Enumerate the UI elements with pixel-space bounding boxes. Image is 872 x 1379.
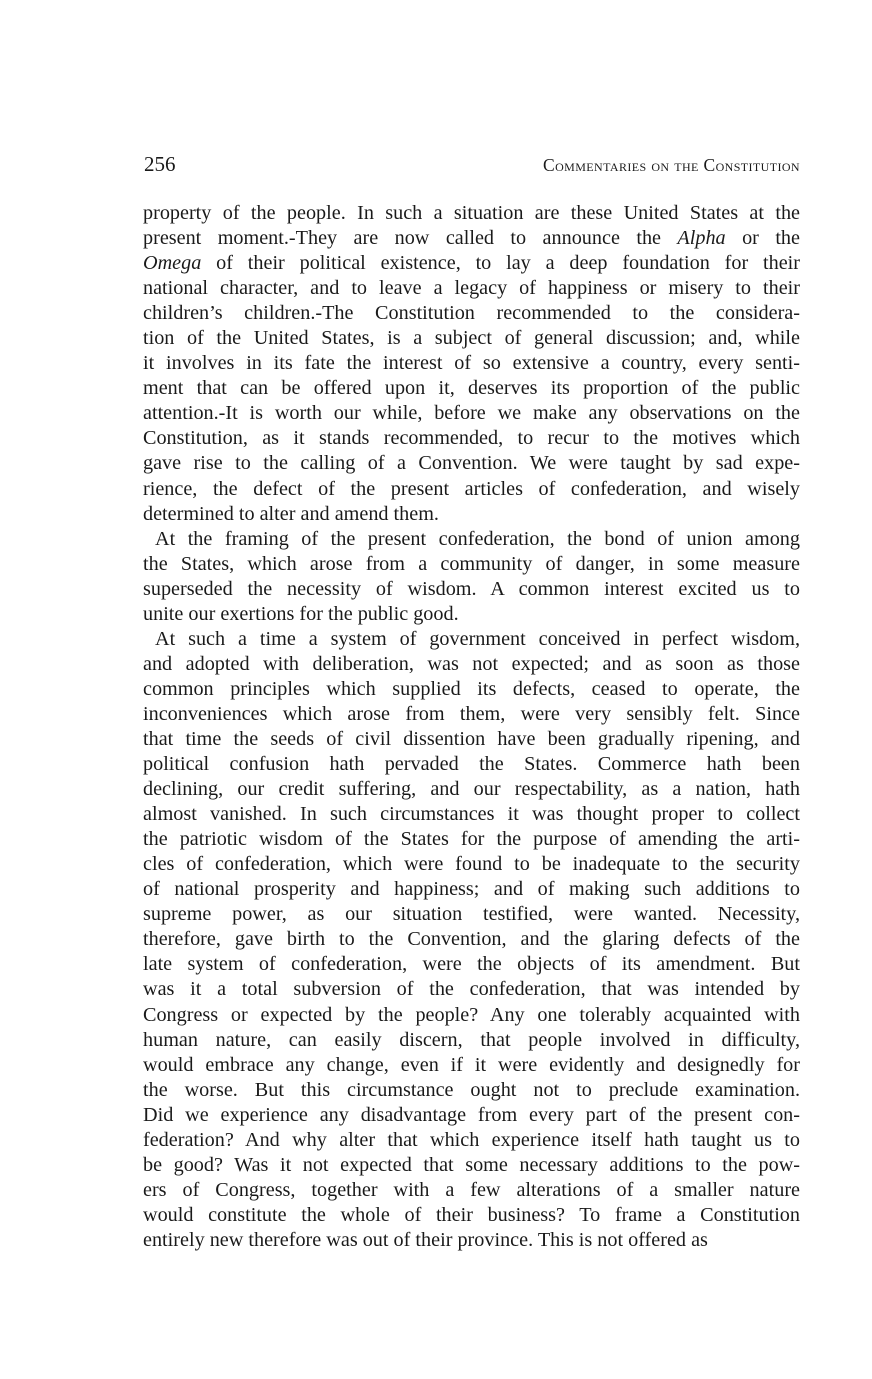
- text-line: [143, 1078, 800, 1103]
- text-line: [143, 777, 800, 802]
- text-run: would constitute the whole of their business? To frame a Constitution: [143, 1203, 800, 1226]
- text-line: [143, 852, 800, 877]
- text-line: [143, 426, 800, 451]
- text-line: [143, 652, 800, 677]
- text-run: almost vanished. In such circumstances it was thought proper to collect: [143, 803, 800, 826]
- text-run: federation? And why alter that which experience itself hath taught us to: [143, 1128, 800, 1151]
- text-line: [143, 927, 800, 952]
- text-run: common principles which supplied its defects, ceased to operate, the: [143, 677, 800, 700]
- page-header: [144, 152, 800, 182]
- text-line: [143, 627, 800, 652]
- text-run: inconveniences which arose from them, were very sensibly felt. Since: [143, 702, 800, 725]
- text-run: rience, the defect of the present articles of confederation, and wisely: [143, 477, 800, 500]
- paragraph: [143, 527, 800, 627]
- text-line: [143, 702, 800, 727]
- text-run: the worse. But this circumstance ought not to preclude examination.: [143, 1078, 800, 1101]
- text-line: [143, 1128, 800, 1153]
- text-line: [143, 977, 800, 1002]
- text-run: late system of confederation, were the objects of its amendment. But: [143, 953, 800, 976]
- body-text: [143, 201, 800, 1253]
- text-line: [143, 1178, 800, 1203]
- text-line: [143, 1028, 800, 1053]
- text-line: [143, 877, 800, 902]
- text-line: [143, 376, 800, 401]
- text-line: [143, 251, 800, 276]
- text-run: human nature, can easily discern, that people involved in difficulty,: [143, 1028, 800, 1051]
- text-run: that time the seeds of civil dissention have been gradually ripening, and: [143, 727, 800, 750]
- text-line: [143, 451, 800, 476]
- page-number: 256: [144, 152, 176, 176]
- text-run: property of the people. In such a situation are these United States at the: [143, 202, 800, 224]
- text-run: national character, and to leave a legacy of happiness or misery to their: [143, 277, 800, 300]
- text-run: Constitution, as it stands recommended, to recur to the motives which: [143, 427, 800, 450]
- text-run: supreme power, as our situation testified, were wanted. Necessity,: [143, 903, 800, 926]
- text-run: the States, which arose from a community of danger, in some measure: [143, 552, 800, 575]
- text-run: therefore, gave birth to the Convention, and the glaring defects of the: [143, 928, 800, 951]
- text-run: At the framing of the present confederation, the bond of union among: [155, 527, 800, 550]
- text-line: [143, 577, 800, 602]
- text-run: and adopted with deliberation, was not expected; and as soon as those: [143, 652, 800, 675]
- text-line: [143, 326, 800, 351]
- italic-text: Alpha: [677, 227, 726, 250]
- text-line: [143, 226, 800, 251]
- text-run: of national prosperity and happiness; and of making such additions to: [143, 878, 800, 901]
- text-run: children’s children.-The Constitution recommended to the considera-: [143, 302, 800, 325]
- text-line: [143, 1103, 800, 1128]
- text-run: Congress or expected by the people? Any one tolerably acquainted with: [143, 1003, 800, 1026]
- text-run: ers of Congress, together with a few alterations of a smaller nature: [143, 1178, 800, 1201]
- text-line: [143, 502, 800, 527]
- italic-text: Omega: [143, 252, 202, 275]
- text-run: present moment.-They are now called to announce the: [143, 227, 678, 250]
- text-run: superseded the necessity of wisdom. A common interest excited us to: [143, 577, 800, 600]
- text-line: [143, 802, 800, 827]
- text-line: [143, 952, 800, 977]
- text-line: [143, 677, 800, 702]
- text-line: [143, 1153, 800, 1178]
- text-run: be good? Was it not expected that some necessary additions to the pow-: [143, 1153, 800, 1176]
- text-line: [143, 552, 800, 577]
- text-run: unite our exertions for the public good.: [143, 602, 459, 625]
- text-line: [143, 351, 800, 376]
- text-line: [143, 1203, 800, 1228]
- text-run: attention.-It is worth our while, before we make any observations on the: [143, 402, 800, 425]
- text-line: [143, 527, 800, 552]
- text-line: [143, 727, 800, 752]
- text-run: the patriotic wisdom of the States for the purpose of amending the arti-: [143, 828, 800, 851]
- text-run: or the: [725, 227, 800, 250]
- text-line: [143, 827, 800, 852]
- text-line: [143, 602, 800, 627]
- paragraph: [143, 201, 800, 527]
- text-line: [143, 1053, 800, 1078]
- text-run: determined to alter and amend them.: [143, 502, 439, 525]
- text-line: [143, 477, 800, 502]
- text-line: [143, 201, 800, 226]
- text-run: At such a time a system of government conceived in perfect wisdom,: [155, 627, 800, 650]
- text-run: of their political existence, to lay a deep foundation for their: [201, 252, 800, 275]
- paragraph: [143, 627, 800, 1253]
- text-run: would embrace any change, even if it were evidently and designedly for: [143, 1053, 800, 1076]
- text-line: [143, 401, 800, 426]
- text-run: gave rise to the calling of a Convention. We were taught by sad expe-: [143, 452, 800, 475]
- text-run: was it a total subversion of the confederation, that was intended by: [143, 978, 800, 1001]
- text-run: declining, our credit suffering, and our respectability, as a nation, hath: [143, 778, 800, 801]
- text-run: cles of confederation, which were found to be inadequate to the security: [143, 853, 800, 876]
- text-line: [143, 1003, 800, 1028]
- text-run: it involves in its fate the interest of so extensive a country, every senti-: [143, 352, 800, 375]
- running-head: Commentaries on the Constitution: [543, 155, 800, 175]
- text-run: Did we experience any disadvantage from every part of the present con-: [143, 1103, 800, 1126]
- text-line: [143, 1228, 800, 1253]
- text-run: entirely new therefore was out of their province. This is not offered as: [143, 1228, 708, 1251]
- text-line: [143, 902, 800, 927]
- text-line: [143, 752, 800, 777]
- text-line: [143, 301, 800, 326]
- text-run: political confusion hath pervaded the States. Commerce hath been: [143, 753, 800, 776]
- text-run: tion of the United States, is a subject of general discussion; and, while: [143, 327, 800, 350]
- text-line: [143, 276, 800, 301]
- text-run: ment that can be offered upon it, deserves its proportion of the public: [143, 377, 800, 400]
